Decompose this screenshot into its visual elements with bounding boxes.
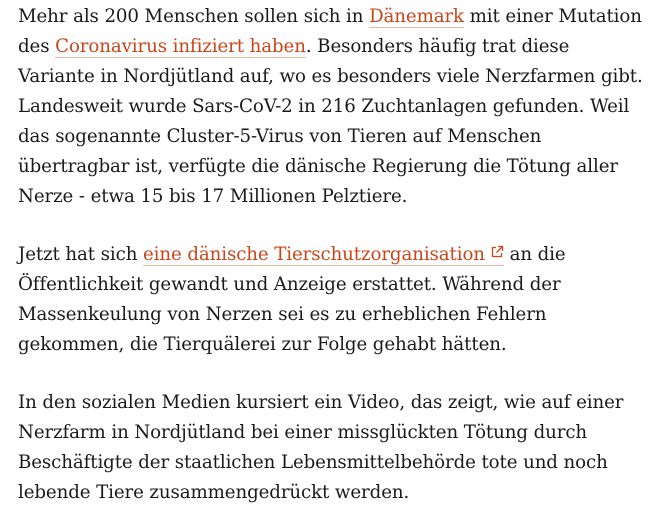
external-link-icon: [490, 245, 504, 259]
paragraph-3-text-1: In den sozialen Medien kursiert ein Video, das zeigt, wie auf einer Nerzfarm in Nordjütland bei einer missglückten Tötung durch Beschäftigte der staatlichen Lebensmittelbehörde tote und noch lebende Tiere zusammengedrückt werden.: [18, 392, 624, 503]
link-tierschutzorganisation[interactable]: [143, 244, 504, 266]
link-coronavirus-infiziert[interactable]: Coronavirus infiziert haben: [55, 36, 306, 57]
paragraph-1-text-3: . Besonders häufig trat diese Variante in Nordjütland auf, wo es besonders viele Nerzfarmen gibt. Landesweit wurde Sars-CoV-2 in 216 Zuchtanlagen gefunden. Weil das sogenannte Cluster-5-Virus von Tieren auf Menschen übertragbar ist, verfügte die dänische Regierung die Tötung aller Nerze - etwa 15 bis 17 Millionen Pelztiere.: [18, 36, 643, 207]
paragraph-1-text-2: mit einer Mutation des: [18, 6, 642, 57]
link-tierschutzorganisation-label: eine dänische Tierschutzorganisation: [143, 244, 485, 265]
paragraph-1: [18, 2, 648, 212]
paragraph-1-text-1: Mehr als 200 Menschen sollen sich in: [18, 6, 370, 27]
paragraph-2: [18, 240, 648, 360]
link-daenemark[interactable]: Dänemark: [369, 6, 464, 27]
paragraph-2-text-2: an die Öffentlichkeit gewandt und Anzeige erstattet. Während der Massenkeulung von Nerzen sei es zu erheblichen Fehlern gekommen, die Tierquälerei zur Folge gehabt hätten.: [18, 244, 566, 355]
paragraph-3: [18, 388, 648, 508]
article-body: [18, 2, 648, 508]
paragraph-2-text-1: Jetzt hat sich: [18, 244, 144, 265]
